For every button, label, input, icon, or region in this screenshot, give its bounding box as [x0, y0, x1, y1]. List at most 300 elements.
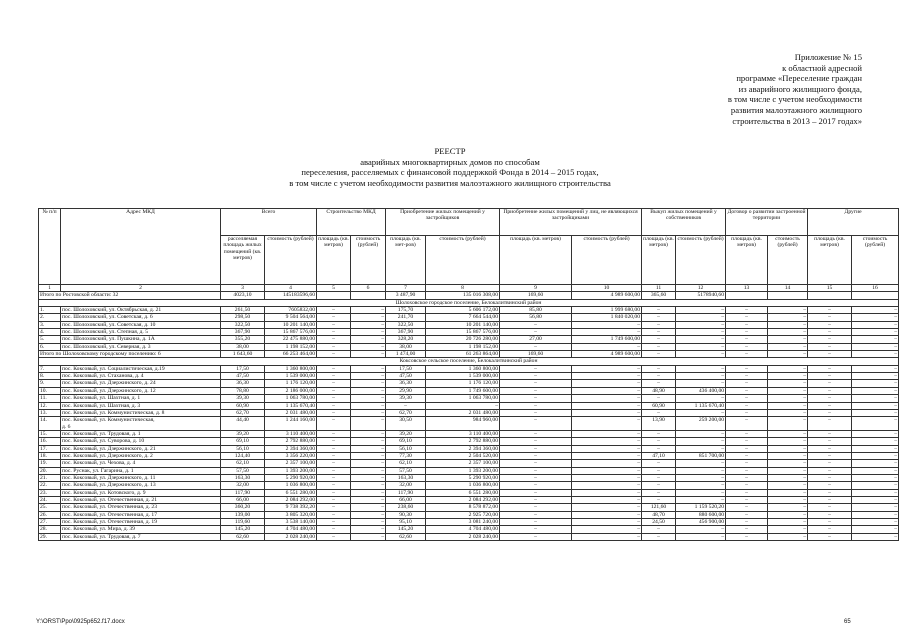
address-text: пос. Коксовый, ул. Отечественная, д. 23 — [62, 504, 158, 511]
data-cell: 121,60 — [642, 504, 676, 511]
data-cell: – — [808, 314, 852, 321]
address-text: пос. Коксовый, ул. Дзержинского, д. 11 — [62, 474, 156, 481]
data-cell: 17,50 — [386, 365, 426, 372]
subtotal-label: Итого по Ростовской области: 32 — [39, 292, 221, 299]
data-cell: – — [852, 387, 899, 394]
document-title — [150, 146, 750, 189]
data-cell: – — [500, 496, 572, 503]
data-cell: – — [317, 417, 351, 431]
row-number: 9. — [39, 380, 61, 387]
data-cell: 5 290 920,00 — [265, 474, 317, 481]
data-cell: 8 578 872,00 — [426, 504, 500, 511]
data-cell: – — [572, 430, 642, 437]
header-buyback: Выкуп жилых помещений у собственников — [642, 209, 726, 236]
data-cell: – — [317, 519, 351, 526]
data-cell: – — [768, 373, 808, 380]
data-cell: – — [676, 373, 726, 380]
data-cell: – — [351, 402, 386, 409]
data-cell: – — [351, 438, 386, 445]
row-number: 20. — [39, 467, 61, 474]
data-cell: – — [572, 438, 642, 445]
column-number: 14 — [768, 285, 808, 292]
data-cell: – — [642, 460, 676, 467]
address-text: пос. Коксовый, ул. Шахтная, д. 1 — [62, 395, 141, 402]
column-number: 8 — [426, 285, 500, 292]
data-cell: – — [317, 321, 351, 328]
data-cell: – — [808, 365, 852, 372]
data-cell: 238,60 — [386, 504, 426, 511]
data-cell: 32,00 — [221, 482, 265, 489]
data-cell: 62,60 — [221, 533, 265, 540]
page-number: 65 — [844, 619, 851, 625]
data-cell: – — [500, 511, 572, 518]
annex-line: из аварийного жилищного фонда, — [738, 83, 862, 94]
data-cell: – — [852, 482, 899, 489]
address-text: пос. Коксовый, ул. Мира, д. 39 — [62, 526, 135, 533]
subheader-terr-area: площадь (кв. метров) — [726, 236, 768, 285]
address-cell — [61, 314, 221, 321]
data-cell: 2 357 100,00 — [265, 460, 317, 467]
data-cell: – — [642, 373, 676, 380]
data-cell: – — [768, 365, 808, 372]
subtotal-cell: – — [852, 351, 899, 358]
data-cell: – — [572, 482, 642, 489]
data-cell: 56,10 — [386, 445, 426, 452]
table-row — [39, 496, 899, 503]
data-cell: – — [808, 409, 852, 416]
subheader-buy-cost: стоимость (рублей) — [676, 236, 726, 285]
row-number: 1. — [39, 307, 61, 314]
data-cell: – — [852, 380, 899, 387]
data-cell: – — [768, 467, 808, 474]
data-cell: 2 394 360,00 — [426, 445, 500, 452]
data-cell: – — [500, 504, 572, 511]
data-cell: – — [642, 430, 676, 437]
data-cell: – — [500, 365, 572, 372]
subtotal-cell: – — [317, 351, 351, 358]
data-cell: – — [852, 365, 899, 372]
data-cell: – — [317, 445, 351, 452]
data-cell: 1 244 160,00 — [265, 417, 317, 431]
address-cell — [61, 380, 221, 387]
address-cell — [61, 460, 221, 467]
address-text: пос. Шолоховский, ул. Степная, д. 5 — [62, 329, 149, 336]
data-cell: – — [500, 452, 572, 459]
column-number: 1 — [39, 285, 61, 292]
data-cell: – — [572, 402, 642, 409]
column-number: 4 — [265, 285, 317, 292]
header-purchase-nondevelopers: Приобретение жилых помещений у лиц, не являющихся застройщиками — [500, 209, 642, 236]
data-cell: 1 063 780,00 — [265, 395, 317, 402]
data-cell: – — [351, 460, 386, 467]
data-cell: – — [852, 438, 899, 445]
subtotal-row — [39, 351, 899, 358]
address-cell — [61, 504, 221, 511]
data-cell: 3 110 400,00 — [426, 430, 500, 437]
data-cell: – — [317, 387, 351, 394]
address-text: пос. Шолоховский, ул. Пушкина, д. 1А — [62, 336, 155, 343]
data-cell: – — [726, 533, 768, 540]
data-cell: – — [808, 496, 852, 503]
table-row — [39, 373, 899, 380]
data-cell: – — [726, 482, 768, 489]
data-cell: – — [572, 474, 642, 481]
address-cell — [61, 409, 221, 416]
subtotal-cell: 4023,10 — [221, 292, 265, 299]
data-cell: – — [500, 329, 572, 336]
row-number: 13. — [39, 409, 61, 416]
data-cell: – — [726, 402, 768, 409]
data-cell: – — [642, 445, 676, 452]
data-cell: – — [317, 460, 351, 467]
table-body — [39, 285, 899, 541]
data-cell: – — [726, 409, 768, 416]
address-cell — [61, 373, 221, 380]
row-number: 7. — [39, 365, 61, 372]
data-cell: – — [572, 489, 642, 496]
data-cell: – — [317, 430, 351, 437]
data-cell: 1 539 000,00 — [265, 373, 317, 380]
data-cell: – — [676, 380, 726, 387]
data-cell: – — [726, 460, 768, 467]
data-cell: – — [676, 489, 726, 496]
data-cell: 32,00 — [386, 482, 426, 489]
data-cell: 39,20 — [386, 430, 426, 437]
data-cell: – — [500, 482, 572, 489]
address-text: пос. Коксовый, ул. Дзержинского, д. 13 — [62, 482, 156, 489]
data-cell: 15 867 576,00 — [265, 329, 317, 336]
data-cell: – — [726, 373, 768, 380]
data-cell: – — [572, 467, 642, 474]
table-row — [39, 365, 899, 372]
data-cell: – — [726, 336, 768, 343]
data-cell: – — [317, 307, 351, 314]
column-number: 15 — [808, 285, 852, 292]
subtotal-cell: 61 263 864,00 — [426, 351, 500, 358]
subheader-other-area: площадь (кв. метров) — [808, 236, 852, 285]
table-row — [39, 511, 899, 518]
data-cell: 2 792 880,00 — [426, 438, 500, 445]
address-text: пос. Коксовый, ул. Дзержинского, д. 21 — [62, 445, 156, 452]
data-cell: – — [317, 467, 351, 474]
data-cell: – — [500, 430, 572, 437]
data-cell: 48,70 — [642, 511, 676, 518]
data-cell: – — [768, 496, 808, 503]
title-line: в том числе с учетом необходимости развития малоэтажного жилищного строительства — [289, 178, 611, 189]
data-cell: – — [768, 533, 808, 540]
data-cell: 57,50 — [386, 467, 426, 474]
address-cell — [61, 395, 221, 402]
data-cell: – — [808, 526, 852, 533]
data-cell: – — [500, 373, 572, 380]
data-cell: – — [768, 409, 808, 416]
data-cell: – — [317, 336, 351, 343]
data-cell: 69,10 — [386, 438, 426, 445]
data-cell: 1 176 120,00 — [265, 380, 317, 387]
data-cell: – — [317, 365, 351, 372]
data-cell: 355,20 — [221, 336, 265, 343]
header-purchase-developers: Приобретение жилых помещений у застройщиков — [386, 209, 500, 236]
table-row — [39, 314, 899, 321]
data-cell: – — [768, 445, 808, 452]
address-cell — [61, 343, 221, 350]
data-cell: 13,90 — [642, 417, 676, 431]
data-cell: – — [500, 474, 572, 481]
section-row — [39, 358, 899, 365]
address-cell — [61, 452, 221, 459]
data-cell: 39,30 — [221, 395, 265, 402]
data-cell: – — [726, 417, 768, 431]
data-cell: 66,00 — [386, 496, 426, 503]
data-cell: – — [572, 380, 642, 387]
data-cell: – — [351, 489, 386, 496]
table-row — [39, 417, 899, 431]
data-cell: – — [808, 460, 852, 467]
column-number: 10 — [572, 285, 642, 292]
subtotal-cell: 5178940,60 — [676, 292, 726, 299]
data-cell: – — [317, 329, 351, 336]
table-row — [39, 409, 899, 416]
data-cell: 47,50 — [386, 373, 426, 380]
column-number-row — [39, 285, 899, 292]
data-cell: – — [852, 519, 899, 526]
section-row — [39, 299, 899, 306]
subtotal-cell: – — [726, 351, 768, 358]
data-cell: 36,30 — [386, 380, 426, 387]
data-cell: 39,30 — [386, 395, 426, 402]
data-cell: – — [726, 452, 768, 459]
table-row — [39, 489, 899, 496]
annex-line: строительства в 2013 – 2017 годах» — [732, 115, 862, 126]
data-cell: – — [676, 395, 726, 402]
data-cell: 56,10 — [221, 445, 265, 452]
data-cell: – — [642, 380, 676, 387]
subtotal-cell: 169,60 — [500, 292, 572, 299]
address-cell — [61, 511, 221, 518]
header-development: Договор о развитии застроенной территории — [726, 209, 808, 236]
data-cell: – — [500, 321, 572, 328]
address-text: пос. Коксовый, ул. Котовского, д. 9 — [62, 489, 146, 496]
title-line: переселения, расселяемых с финансовой поддержкой Фонда в 2014 – 2015 годах, — [301, 167, 599, 178]
data-cell: 62,60 — [386, 533, 426, 540]
data-cell: 56,80 — [500, 314, 572, 321]
data-cell: – — [572, 409, 642, 416]
data-cell: – — [500, 387, 572, 394]
data-cell: – — [572, 504, 642, 511]
subtotal-cell: 66 253 464,00 — [265, 351, 317, 358]
subheader-constr-area: площадь (кв. метров) — [317, 236, 351, 285]
data-cell: 7 664 544,00 — [426, 314, 500, 321]
data-cell: – — [726, 430, 768, 437]
data-cell: 1 198 152,00 — [265, 343, 317, 350]
data-cell: – — [351, 452, 386, 459]
data-cell: 1 198 152,00 — [426, 343, 500, 350]
data-cell: – — [572, 395, 642, 402]
address-text: пос. Коксовый, ул. Отечественная, д. 21 — [62, 496, 158, 503]
subheader-nondev-area: площадь (кв. метров) — [500, 236, 572, 285]
register-table-wrapper — [38, 208, 898, 541]
column-number: 12 — [676, 285, 726, 292]
data-cell: – — [768, 438, 808, 445]
row-number: 26. — [39, 511, 61, 518]
data-cell: – — [808, 329, 852, 336]
data-cell: – — [808, 519, 852, 526]
data-cell: – — [852, 496, 899, 503]
data-cell: 259 200,00 — [676, 417, 726, 431]
data-cell: 27,00 — [500, 336, 572, 343]
data-cell: – — [726, 474, 768, 481]
data-cell: 47,50 — [221, 373, 265, 380]
data-cell: – — [351, 329, 386, 336]
row-number: 24. — [39, 496, 61, 503]
data-cell: 1 176 120,00 — [426, 380, 500, 387]
data-cell: – — [852, 314, 899, 321]
data-cell: 1 360 800,00 — [265, 365, 317, 372]
data-cell: 2 031 480,00 — [426, 409, 500, 416]
row-number: 23. — [39, 489, 61, 496]
address-cell — [61, 519, 221, 526]
data-cell: – — [572, 365, 642, 372]
data-cell: 38,00 — [221, 343, 265, 350]
data-cell: 90,30 — [386, 511, 426, 518]
data-cell: 2 925 720,00 — [426, 511, 500, 518]
address-text: пос. Коксовый, ул. Шахтная, д. 3 — [62, 402, 141, 409]
data-cell: 1 135 670,40 — [676, 402, 726, 409]
data-cell: 3 805 320,00 — [265, 511, 317, 518]
data-cell: 124,40 — [221, 452, 265, 459]
data-cell: – — [808, 321, 852, 328]
data-cell: – — [500, 402, 572, 409]
data-cell: 29,90 — [386, 387, 426, 394]
table-row — [39, 402, 899, 409]
address-cell — [61, 402, 221, 409]
data-cell: 2 084 292,00 — [265, 496, 317, 503]
data-cell: – — [808, 467, 852, 474]
data-cell: – — [572, 329, 642, 336]
column-number: 3 — [221, 285, 265, 292]
subtotal-cell: – — [642, 351, 676, 358]
address-cell — [61, 387, 221, 394]
data-cell: – — [808, 511, 852, 518]
data-cell: – — [768, 489, 808, 496]
data-cell: 24,50 — [642, 519, 676, 526]
address-text-cont: д. 6 — [62, 423, 71, 430]
data-cell: – — [351, 511, 386, 518]
address-cell — [61, 445, 221, 452]
annex-line: развития малоэтажного жилищного — [730, 104, 862, 115]
address-cell — [61, 533, 221, 540]
data-cell: – — [852, 445, 899, 452]
data-cell: – — [572, 533, 642, 540]
data-cell: – — [351, 482, 386, 489]
data-cell: – — [726, 380, 768, 387]
data-cell: 9 504 564,00 — [265, 314, 317, 321]
data-cell: 1 063 780,00 — [426, 395, 500, 402]
data-cell: – — [317, 526, 351, 533]
data-cell: 22 475 880,00 — [265, 336, 317, 343]
subtotal-cell — [852, 292, 899, 299]
address-cell — [61, 321, 221, 328]
subtotal-cell: 169,60 — [500, 351, 572, 358]
data-cell: 15 867 576,00 — [426, 329, 500, 336]
table-row — [39, 387, 899, 394]
data-cell: – — [768, 511, 808, 518]
column-number: 9 — [500, 285, 572, 292]
subtotal-label: Итого по Шолоховскому городскому поселению: 6 — [39, 351, 221, 358]
data-cell: – — [642, 321, 676, 328]
address-text: пос. Шолоховский, ул. Октябрьская, д. 21 — [62, 307, 162, 314]
data-cell: 367,90 — [386, 329, 426, 336]
data-cell: – — [500, 489, 572, 496]
row-number: 27. — [39, 519, 61, 526]
data-cell: – — [852, 417, 899, 431]
table-row — [39, 445, 899, 452]
address-cell — [61, 474, 221, 481]
data-cell: 163,30 — [221, 474, 265, 481]
subtotal-cell: – — [768, 351, 808, 358]
data-cell: – — [642, 482, 676, 489]
address-text: пос. Коксовый, ул. Коммунистическая, д. 8 — [62, 409, 165, 416]
data-cell: – — [642, 533, 676, 540]
data-cell: 10 201 140,00 — [265, 321, 317, 328]
data-cell: – — [676, 314, 726, 321]
data-cell: 2 031 480,00 — [265, 409, 317, 416]
data-cell: – — [852, 402, 899, 409]
data-cell: 139,00 — [221, 511, 265, 518]
data-cell: – — [500, 380, 572, 387]
data-cell: 436 400,00 — [676, 387, 726, 394]
data-cell: – — [351, 314, 386, 321]
row-number: 5. — [39, 336, 61, 343]
address-text: пос. Руснак, ул. Гагарина, д. 1 — [62, 467, 134, 474]
data-cell: – — [768, 321, 808, 328]
row-number: 22. — [39, 482, 61, 489]
table-row — [39, 482, 899, 489]
header-address: Адрес МКД — [61, 209, 221, 285]
address-cell — [61, 438, 221, 445]
data-cell: – — [768, 452, 808, 459]
row-number: 17. — [39, 445, 61, 452]
subtotal-cell: – — [676, 351, 726, 358]
data-cell: – — [726, 321, 768, 328]
data-cell: 298,50 — [221, 314, 265, 321]
subtotal-cell: 365,60 — [642, 292, 676, 299]
data-cell: – — [572, 526, 642, 533]
data-cell: – — [726, 504, 768, 511]
data-cell: – — [500, 343, 572, 350]
data-cell: 3 538 140,00 — [265, 519, 317, 526]
column-number: 13 — [726, 285, 768, 292]
row-number: 2. — [39, 314, 61, 321]
data-cell: – — [642, 496, 676, 503]
data-cell: – — [676, 430, 726, 437]
data-cell: – — [808, 402, 852, 409]
data-cell: – — [852, 526, 899, 533]
data-cell: – — [572, 387, 642, 394]
data-cell: – — [852, 467, 899, 474]
data-cell: – — [768, 387, 808, 394]
data-cell: – — [808, 504, 852, 511]
address-cell — [61, 467, 221, 474]
footer-file-path: Y:\ORST\Ppo\0925p652.f17.docx — [36, 619, 125, 625]
data-cell: – — [642, 474, 676, 481]
data-cell: 322,50 — [221, 321, 265, 328]
row-number: 19. — [39, 460, 61, 467]
data-cell: 48,90 — [642, 387, 676, 394]
data-cell: 2 394 360,00 — [265, 445, 317, 452]
data-cell: – — [808, 533, 852, 540]
data-cell: 1 840 020,00 — [572, 314, 642, 321]
